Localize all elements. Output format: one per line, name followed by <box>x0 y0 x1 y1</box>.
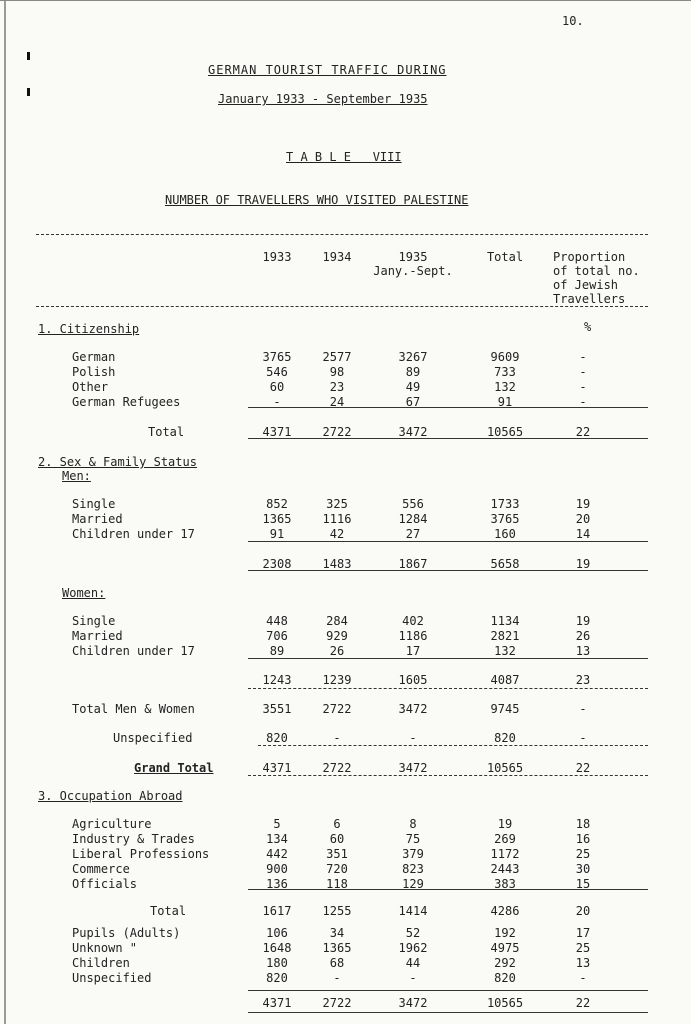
row-label: Unspecified <box>72 971 152 985</box>
cell-1933: 91 <box>269 527 285 541</box>
cell-1933: 820 <box>266 731 288 745</box>
percent-sign: % <box>584 320 592 334</box>
cell-1933: 900 <box>266 862 288 876</box>
left-scan-edge <box>4 0 6 1024</box>
header-top-rule <box>36 234 648 235</box>
title-line-2: January 1933 - September 1935 <box>218 92 428 106</box>
cell-1934: 42 <box>329 527 345 541</box>
cell-1935: 49 <box>405 380 421 394</box>
cell-1935: 52 <box>405 926 421 940</box>
cell-total: 91 <box>497 395 513 409</box>
row-label: Liberal Professions <box>72 847 210 861</box>
row-label: Polish <box>72 365 116 379</box>
men-label: Men: <box>62 469 91 483</box>
cell-total: 5658 <box>490 557 520 571</box>
row-label: Pupils (Adults) <box>72 926 181 940</box>
cell-total: 383 <box>494 877 516 891</box>
cell-1933: 852 <box>266 497 288 511</box>
women-label: Women: <box>62 586 106 600</box>
cell-1933: 136 <box>266 877 288 891</box>
cell-proportion: 19 <box>575 497 591 511</box>
final-sum-rule <box>248 990 648 991</box>
cell-1935: 27 <box>405 527 421 541</box>
cell-total: 9609 <box>490 350 520 364</box>
cell-1934: 1116 <box>322 512 352 526</box>
page-number: 10. <box>562 14 584 28</box>
row-label: Agriculture <box>72 817 152 831</box>
cell-1933: 5 <box>273 817 281 831</box>
cell-1933: 89 <box>269 644 285 658</box>
section-1-total-underline <box>248 438 648 439</box>
cell-1934: 1255 <box>322 904 352 918</box>
row-label: Married <box>72 512 123 526</box>
cell-proportion: 19 <box>575 557 591 571</box>
cell-proportion: - <box>579 350 587 364</box>
cell-total: 160 <box>494 527 516 541</box>
grand-total-underline <box>248 775 648 776</box>
cell-1934: 1483 <box>322 557 352 571</box>
cell-1935: 556 <box>402 497 424 511</box>
cell-1934: 351 <box>326 847 348 861</box>
cell-total: 292 <box>494 956 516 970</box>
table-subtitle: NUMBER OF TRAVELLERS WHO VISITED PALESTINE <box>165 193 469 207</box>
cell-1934: 2722 <box>322 996 352 1010</box>
cell-total: 2821 <box>490 629 520 643</box>
cell-1934: 325 <box>326 497 348 511</box>
cell-1935: 1414 <box>398 904 428 918</box>
cell-1933: 706 <box>266 629 288 643</box>
cell-total: 3765 <box>490 512 520 526</box>
row-label: Single <box>72 614 116 628</box>
section-1-heading <box>38 322 139 336</box>
cell-1935: 67 <box>405 395 421 409</box>
row-label: Industry & Trades <box>72 832 195 846</box>
cell-1933: 60 <box>269 380 285 394</box>
col-header-proportion-1: Proportion <box>553 250 626 264</box>
cell-total: 820 <box>494 971 516 985</box>
cell-1933: 1648 <box>262 941 292 955</box>
section-2-heading-text: 2. Sex & Family Status <box>38 455 197 469</box>
cell-1935: 1284 <box>398 512 428 526</box>
cell-1934: 2722 <box>322 425 352 439</box>
punch-mark <box>27 88 30 96</box>
cell-1935: 129 <box>402 877 424 891</box>
row-label: Officials <box>72 877 138 891</box>
cell-1934: 720 <box>326 862 348 876</box>
cell-proportion: 19 <box>575 614 591 628</box>
cell-1934: 284 <box>326 614 348 628</box>
cell-1935: - <box>409 971 417 985</box>
cell-1935: 3472 <box>398 425 428 439</box>
row-label: Single <box>72 497 116 511</box>
cell-1933: 3551 <box>262 702 292 716</box>
row-label: German <box>72 350 116 364</box>
women-total-underline <box>248 688 648 689</box>
section-1-sum-rule <box>248 407 648 408</box>
col-header-proportion-4: Travellers <box>553 292 626 306</box>
cell-1933: 820 <box>266 971 288 985</box>
cell-1934: 2722 <box>322 761 352 775</box>
cell-proportion: 20 <box>575 512 591 526</box>
cell-proportion: 17 <box>575 926 591 940</box>
row-label: Unspecified <box>113 731 193 745</box>
cell-1934: 26 <box>329 644 345 658</box>
cell-total: 1134 <box>490 614 520 628</box>
cell-total: 132 <box>494 644 516 658</box>
cell-proportion: 30 <box>575 862 591 876</box>
header-bottom-rule <box>36 306 648 307</box>
title-line-1: GERMAN TOURIST TRAFFIC DURING <box>208 63 447 77</box>
cell-total: 9745 <box>490 702 520 716</box>
col-header-1935: 1935 <box>398 250 428 264</box>
row-label: Children under 17 <box>72 644 195 658</box>
cell-total: 1172 <box>490 847 520 861</box>
col-header-total: Total <box>486 250 524 264</box>
cell-proportion: 22 <box>575 425 591 439</box>
cell-1935: 3472 <box>398 761 428 775</box>
cell-proportion: 13 <box>575 956 591 970</box>
cell-total: 132 <box>494 380 516 394</box>
col-header-proportion-3: of Jewish <box>553 278 619 292</box>
cell-1934: 60 <box>329 832 345 846</box>
cell-proportion: 13 <box>575 644 591 658</box>
cell-1934: 1365 <box>322 941 352 955</box>
cell-proportion: - <box>579 365 587 379</box>
cell-total: 2443 <box>490 862 520 876</box>
row-label: Children under 17 <box>72 527 195 541</box>
row-label: Married <box>72 629 123 643</box>
cell-total: 10565 <box>486 425 524 439</box>
cell-proportion: 22 <box>575 996 591 1010</box>
row-label: Unknown " <box>72 941 138 955</box>
cell-1934: 23 <box>329 380 345 394</box>
col-header-1934: 1934 <box>322 250 352 264</box>
cell-1934: 2577 <box>322 350 352 364</box>
cell-1935: 3472 <box>398 702 428 716</box>
cell-total: 10565 <box>486 761 524 775</box>
cell-1935: - <box>409 731 417 745</box>
cell-proportion: - <box>579 702 587 716</box>
cell-proportion: 16 <box>575 832 591 846</box>
cell-1933: 2308 <box>262 557 292 571</box>
men-sum-rule <box>248 541 648 542</box>
cell-proportion: - <box>579 380 587 394</box>
cell-total: 733 <box>494 365 516 379</box>
cell-1935: 8 <box>409 817 417 831</box>
cell-1935: 1186 <box>398 629 428 643</box>
cell-total: 1733 <box>490 497 520 511</box>
cell-total: 19 <box>497 817 513 831</box>
cell-proportion: 15 <box>575 877 591 891</box>
cell-1933: 4371 <box>262 425 292 439</box>
cell-1934: 98 <box>329 365 345 379</box>
cell-1935: 1605 <box>398 673 428 687</box>
cell-1935: 823 <box>402 862 424 876</box>
cell-1934: 118 <box>326 877 348 891</box>
col-header-1933: 1933 <box>262 250 292 264</box>
top-scan-edge <box>0 0 691 1</box>
cell-1935: 3267 <box>398 350 428 364</box>
cell-total: 4975 <box>490 941 520 955</box>
cell-total: 10565 <box>486 996 524 1010</box>
row-label: Total <box>150 904 187 918</box>
final-total-underline <box>248 1012 648 1013</box>
cell-1934: 2722 <box>322 702 352 716</box>
cell-1934: 6 <box>333 817 341 831</box>
row-label: German Refugees <box>72 395 181 409</box>
cell-1935: 1867 <box>398 557 428 571</box>
row-label: Children <box>72 956 130 970</box>
cell-1934: 1239 <box>322 673 352 687</box>
cell-1933: 4371 <box>262 761 292 775</box>
cell-1933: 442 <box>266 847 288 861</box>
cell-1935: 3472 <box>398 996 428 1010</box>
section-3-heading-text: 3. Occupation Abroad <box>38 789 183 803</box>
cell-1933: 106 <box>266 926 288 940</box>
cell-1933: 134 <box>266 832 288 846</box>
unspecified-underline <box>258 745 648 746</box>
cell-proportion: 22 <box>575 761 591 775</box>
men-total-underline <box>248 570 648 571</box>
section-1-heading-text: 1. Citizenship <box>38 322 140 336</box>
cell-1935: 1962 <box>398 941 428 955</box>
cell-1933: - <box>273 395 281 409</box>
cell-1933: 1617 <box>262 904 292 918</box>
cell-proportion: - <box>579 395 587 409</box>
cell-1934: 24 <box>329 395 345 409</box>
col-header-1935-period: Jany.-Sept. <box>373 264 453 278</box>
cell-1934: 929 <box>326 629 348 643</box>
cell-proportion: 18 <box>575 817 591 831</box>
cell-proportion: 26 <box>575 629 591 643</box>
cell-proportion: 25 <box>575 847 591 861</box>
cell-proportion: 14 <box>575 527 591 541</box>
cell-proportion: - <box>579 971 587 985</box>
cell-1935: 75 <box>405 832 421 846</box>
cell-1933: 180 <box>266 956 288 970</box>
cell-1933: 1365 <box>262 512 292 526</box>
cell-total: 192 <box>494 926 516 940</box>
punch-mark <box>27 52 30 60</box>
row-label: Other <box>72 380 109 394</box>
cell-1933: 1243 <box>262 673 292 687</box>
cell-1935: 17 <box>405 644 421 658</box>
cell-1934: - <box>333 971 341 985</box>
cell-total: 4286 <box>490 904 520 918</box>
row-label: Commerce <box>72 862 130 876</box>
row-label: Grand Total <box>134 761 214 775</box>
cell-total: 820 <box>494 731 516 745</box>
cell-1934: - <box>333 731 341 745</box>
cell-proportion: 25 <box>575 941 591 955</box>
section-3-heading <box>38 789 183 803</box>
cell-1935: 379 <box>402 847 424 861</box>
cell-1933: 3765 <box>262 350 292 364</box>
col-header-proportion-2: of total no. <box>553 264 640 278</box>
row-label: Total <box>148 425 185 439</box>
women-sum-rule <box>248 658 648 659</box>
cell-1935: 89 <box>405 365 421 379</box>
cell-1934: 68 <box>329 956 345 970</box>
cell-proportion: 23 <box>575 673 591 687</box>
cell-1934: 34 <box>329 926 345 940</box>
row-label: Total Men & Women <box>72 702 195 716</box>
cell-total: 269 <box>494 832 516 846</box>
cell-1935: 402 <box>402 614 424 628</box>
section-2-heading <box>38 455 197 469</box>
cell-1933: 4371 <box>262 996 292 1010</box>
cell-1933: 448 <box>266 614 288 628</box>
cell-1933: 546 <box>266 365 288 379</box>
occupation-sum-rule <box>248 889 648 890</box>
cell-proportion: - <box>579 731 587 745</box>
table-name: T A B L E VIII <box>286 150 402 164</box>
cell-1935: 44 <box>405 956 421 970</box>
cell-total: 4087 <box>490 673 520 687</box>
cell-proportion: 20 <box>575 904 591 918</box>
